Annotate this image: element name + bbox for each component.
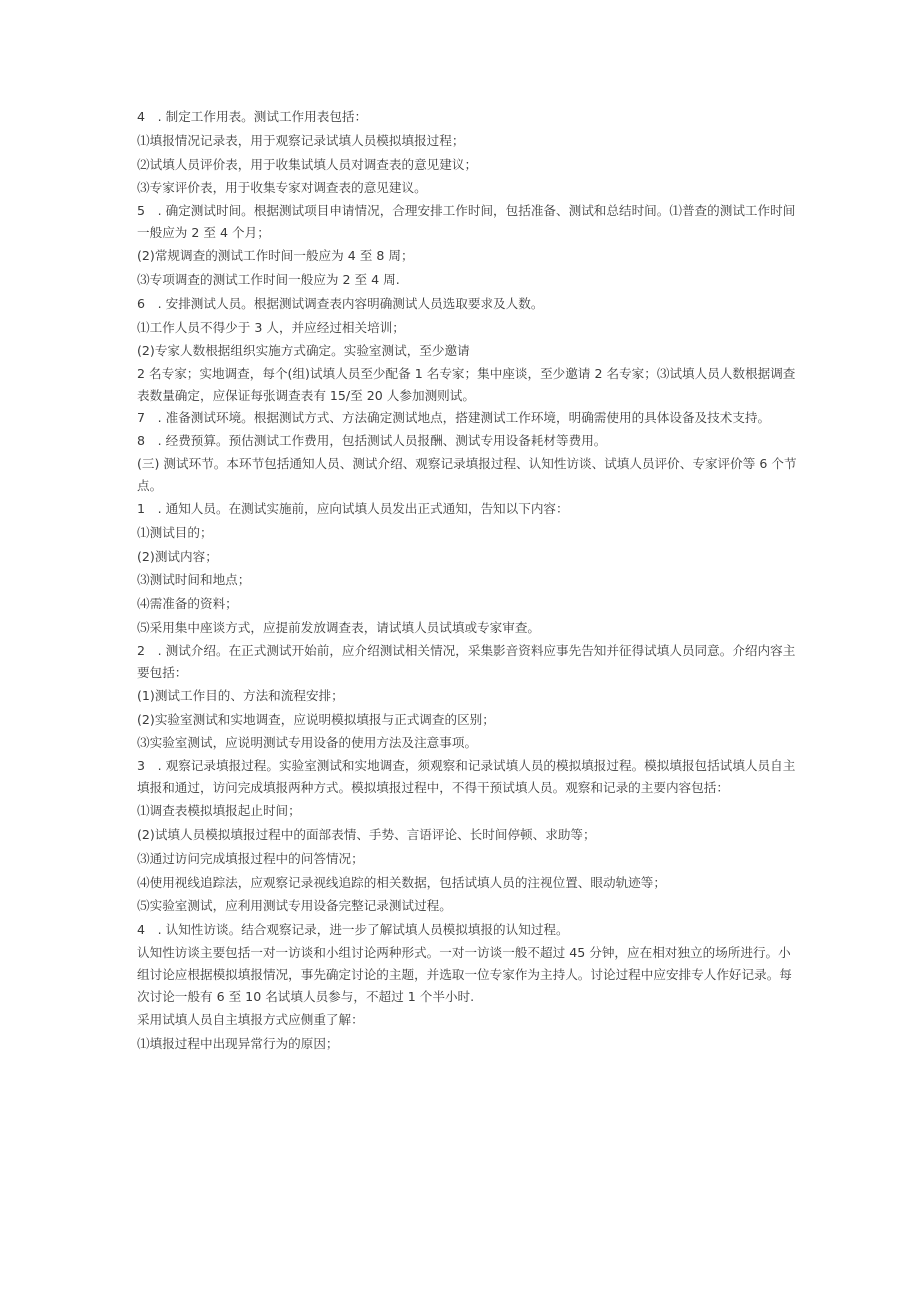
list-item: (2)专家人数根据组织实施方式确定。实验室测试，至少邀请 — [137, 343, 470, 359]
list-item: (2)实验室测试和实地调查，应说明模拟填报与正式调查的区别； — [137, 711, 495, 727]
list-item: ⑷使用视线追踪法，应观察记录视线追踪的相关数据，包括试填人员的注视位置、眼动轨迹等； — [137, 874, 666, 890]
list-item: ⑸实验室测试，应利用测试专用设备完整记录测试过程。 — [137, 898, 452, 914]
paragraph: 认知性访谈主要包括一对一访谈和小组讨论两种形式。一对一访谈一般不超过 45 分钟，应在相对独立的场所进行。小组讨论应根据模拟填报情况，事先确定讨论的主题，并选取一位专家作为主持人。讨论过程中应安排专人作好记录。每次讨论一般有 6 至 10 名试填人员参与，不超过 1 个半小时. — [137, 944, 792, 1004]
list-item: (2)常规调查的测试工作时间一般应为 4 至 8 周； — [137, 248, 414, 264]
list-item: ⑵试填人员评价表，用于收集试填人员对调查表的意见建议； — [137, 156, 478, 172]
section-heading-4-work-forms: 4 . 制定工作用表。测试工作用表包括： — [137, 109, 368, 124]
list-item: (2)试填人员模拟填报过程中的面部表情、手势、言语评论、长时间停顿、求助等； — [137, 826, 596, 842]
list-item: ⑴填报情况记录表，用于观察记录试填人员模拟填报过程； — [137, 132, 465, 148]
section-heading-1-notify: 1 . 通知人员。在测试实施前，应向试填人员发出正式通知，告知以下内容： — [137, 500, 569, 516]
list-item: ⑸采用集中座谈方式，应提前发放调查表，请试填人员试填或专家审查。 — [137, 619, 540, 635]
section-heading-5-test-time: 5 . 确定测试时间。根据测试项目申请情况，合理安排工作时间，包括准备、测试和总结时间。⑴普查的测试工作时间一般应为 2 至 4 个月； — [137, 203, 796, 241]
section-heading-testing-phase: (三) 测试环节。本环节包括通知人员、测试介绍、观察记录填报过程、认知性访谈、试填人员评价、专家评价等 6 个节点。 — [137, 455, 797, 493]
section-heading-8-budget: 8 . 经费预算。预估测试工作费用，包括测试人员报酬、测试专用设备耗材等费用。 — [137, 433, 607, 449]
list-item: ⑶通过访问完成填报过程中的问答情况； — [137, 850, 364, 866]
section-heading-6-test-staff: 6 . 安排测试人员。根据测试调查表内容明确测试人员选取要求及人数。 — [137, 295, 544, 311]
paragraph: 采用试填人员自主填报方式应侧重了解： — [137, 1011, 364, 1027]
document-body — [137, 105, 797, 1056]
list-item: ⑶专家评价表，用于收集专家对调查表的意见建议。 — [137, 180, 427, 196]
list-item: ⑴调查表模拟填报起止时间； — [137, 803, 301, 819]
list-item: ⑴测试目的； — [137, 524, 213, 540]
section-heading-2-introduction: 2 . 测试介绍。在正式测试开始前，应介绍测试相关情况，采集影音资料应事先告知并征得试填人员同意。介绍内容主要包括： — [137, 642, 796, 680]
section-heading-7-environment: 7 . 准备测试环境。根据测试方式、方法确定测试地点，搭建测试工作环境，明确需使用的具体设备及技术支持。 — [137, 410, 771, 426]
list-item: (2)测试内容； — [137, 548, 218, 564]
list-item: ⑷需准备的资料； — [137, 596, 238, 612]
list-item: ⑶测试时间和地点； — [137, 572, 251, 588]
section-heading-3-observe: 3 . 观察记录填报过程。实验室测试和实地调查，须观察和记录试填人员的模拟填报过程。模拟填报包括试填人员自主填报和通过，访问完成填报两种方式。模拟填报过程中，不得干预试填人员。观察和记录的主要内容包括： — [137, 758, 796, 796]
list-item: (1)测试工作目的、方法和流程安排； — [137, 687, 344, 703]
list-item: ⑴工作人员不得少于 3 人，并应经过相关培训； — [137, 319, 405, 335]
list-item: ⑴填报过程中出现异常行为的原因； — [137, 1035, 339, 1051]
list-item: ⑶专项调查的测试工作时间一般应为 2 至 4 周. — [137, 271, 400, 287]
paragraph: 2 名专家；实地调查，每个(组)试填人员至少配备 1 名专家；集中座谈，至少邀请 2 名专家；⑶试填人员人数根据调查表数量确定，应保证每张调查表有 15/至 20 人参加测则试。 — [137, 366, 796, 404]
section-heading-4-interview: 4 . 认知性访谈。结合观察记录，进一步了解试填人员模拟填报的认知过程。 — [137, 922, 569, 938]
list-item: ⑶实验室测试，应说明测试专用设备的使用方法及注意事项。 — [137, 735, 478, 751]
